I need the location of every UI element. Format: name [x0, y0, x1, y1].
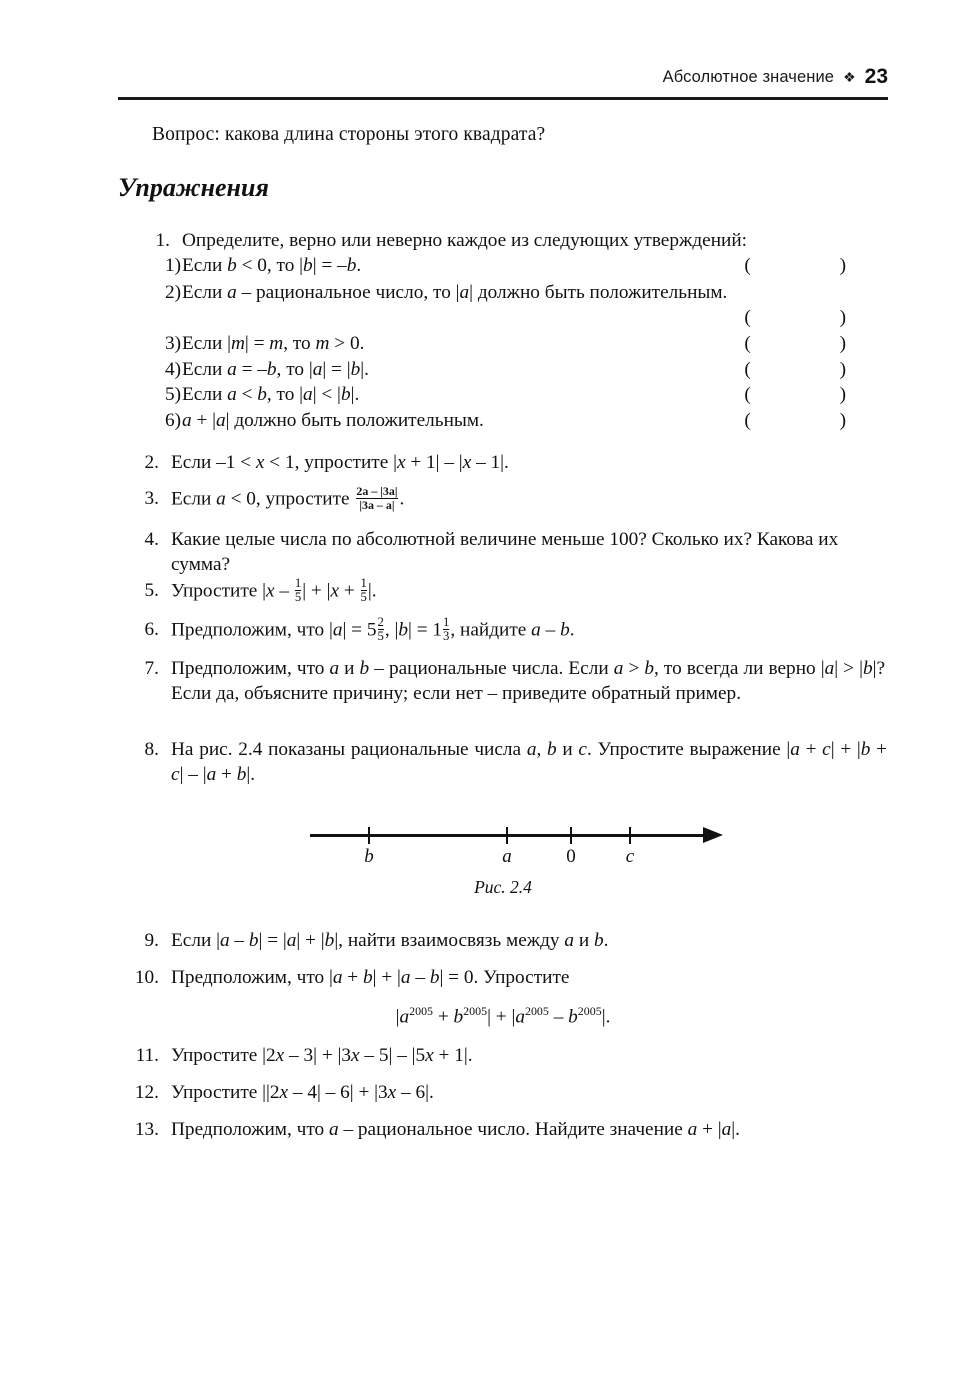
answer-bracket: ( ) [744, 307, 888, 329]
tick-label-zero: 0 [566, 846, 576, 867]
exercise-text: Предположим, что |a + b| + |a – b| = 0. Упростите [171, 967, 570, 988]
header-divider [118, 97, 888, 100]
sub-item-number: 1) [165, 255, 182, 277]
tick-mark [629, 827, 631, 844]
sub-item-bracket-row [182, 305, 888, 331]
sub-item-number: 4) [165, 358, 182, 380]
diamond-icon: ❖ [843, 71, 856, 86]
exercise-item [119, 928, 879, 953]
exercise-number: 4. [144, 529, 159, 550]
exercise-number: 13. [134, 1119, 159, 1140]
fraction: $\frac{1}{3}$ [443, 615, 450, 644]
exercise-number: 6. [144, 619, 159, 640]
answer-bracket: ( ) [744, 409, 888, 431]
sub-item-number: 6) [165, 409, 182, 431]
exercise-item [119, 737, 887, 788]
exercise-text: Предположим, что a и b – рациональные числа. Если a > b, то всегда ли верно |a| > |b|? Если да, объясните причину; если нет – приведите обратный пример. [171, 658, 885, 705]
tick-mark [506, 827, 508, 844]
tick-label-c: c [625, 846, 635, 867]
exercise-stem: Определите, верно или неверно каждое из следующих утверждений: [182, 230, 748, 251]
sub-item: Если a – рациональное число, то |a| должно быть положительным. 2) [182, 280, 888, 305]
answer-bracket: ( ) [744, 255, 888, 277]
sub-item: a + |a| должно быть положительным. ( ) 6) [182, 408, 888, 433]
exercise-text: Упростите |x – $\frac{1}{5}$ | + |x + $\frac{1}{5}$ |. [171, 576, 377, 605]
exercise-text: Упростите ||2x – 4| – 6| + |3x – 6|. [171, 1082, 434, 1103]
exercise-number: 12. [134, 1082, 159, 1103]
intro-question: Вопрос: какова длина стороны этого квадрата? [152, 124, 546, 145]
exercise-text: Предположим, что a – рациональное число. Найдите значение a + |a|. [171, 1119, 740, 1140]
sub-item-number: 5) [165, 384, 182, 406]
exercise-text: Предположим, что |a| = 5 $\frac{2}{5}$ , |b| = 1 $\frac{1}{3}$ , найдите a – b. [171, 615, 575, 644]
tick-mark [368, 827, 370, 844]
figure-caption: Рис. 2.4 [474, 877, 532, 897]
page-header [118, 66, 888, 87]
exercise-number: 1. [155, 230, 170, 251]
exercise-number: 2. [144, 452, 159, 473]
fraction: $\frac{1}{5}$ [294, 576, 302, 605]
exercise-item [119, 617, 879, 645]
fraction: $\frac{2}{5}$ [377, 615, 384, 644]
exercise-number: 11. [135, 1045, 159, 1066]
exercise-text: Если |a – b| = |a| + |b|, найти взаимосвязь между a и b. [171, 930, 609, 951]
sub-item: Если a < b, то |a| < |b|. ( ) 5) [182, 382, 888, 407]
sub-item-number: 2) [165, 281, 182, 303]
fraction-denominator: |3a – a| [356, 498, 397, 512]
exercise-number: 7. [144, 658, 159, 679]
exercise-number: 9. [144, 930, 159, 951]
display-equation: $|a^{2005} + b^{2005}| + |a^{2005} - b^{2005}|$. [395, 1004, 611, 1028]
answer-bracket: ( ) [744, 358, 888, 380]
exercise-text: Если –1 < x < 1, упростите |x + 1| – |x – 1|. [171, 452, 509, 473]
exercise-text: На рис. 2.4 показаны рациональные числа a, b и c. Упростите выражение |a + c| + |b + c| – |a + b|. [171, 739, 888, 786]
exercise-text: Какие целые числа по абсолютной величине меньше 100? Сколько их? Какова их сумма? [171, 529, 839, 576]
page-number: 23 [864, 65, 888, 88]
exercise-number: 5. [144, 580, 159, 601]
sub-item-number: 3) [165, 333, 182, 355]
exercise-number: 8. [144, 739, 159, 760]
sub-item: Если |m| = m, то m > 0. ( ) 3) [182, 331, 888, 356]
tick-label-b: b [364, 846, 374, 867]
exercise-item [119, 578, 879, 606]
exercise-text: Упростите |2x – 3| + |3x – 5| – |5x + 1|. [171, 1045, 473, 1066]
exercise-number: 3. [144, 488, 159, 509]
exercise-item [119, 527, 879, 578]
section-title: Упражнения [118, 173, 269, 202]
fraction: $\frac{1}{5}$ [360, 576, 367, 605]
exercise-item [130, 228, 888, 433]
header-title: Абсолютное значение [662, 68, 835, 86]
answer-bracket: ( ) [744, 333, 888, 355]
number-line-figure [118, 820, 888, 915]
exercise-item [119, 1043, 879, 1068]
exercise-item [119, 450, 879, 475]
exercise-number: 10. [134, 967, 159, 988]
tick-label-a: a [502, 846, 512, 867]
exercise-item [119, 486, 879, 514]
exercise-text: Если a < 0, упростите $\frac{2a - |3a|}{|3a - a|}$ . [171, 484, 405, 513]
answer-bracket: ( ) [744, 384, 888, 406]
exercise-item [119, 1080, 879, 1105]
exercise-item [119, 656, 885, 707]
axis-arrow-icon [703, 827, 723, 843]
tick-mark [570, 827, 572, 844]
sub-item: Если a = –b, то |a| = |b|. ( ) 4) [182, 357, 888, 382]
exercise-item [119, 1117, 879, 1142]
fraction-numerator: 2a – |3a| [356, 484, 398, 498]
sub-item: Если b < 0, то |b| = –b. ( ) 1) [182, 253, 888, 278]
fraction [356, 485, 397, 513]
exercise-item [119, 965, 879, 990]
